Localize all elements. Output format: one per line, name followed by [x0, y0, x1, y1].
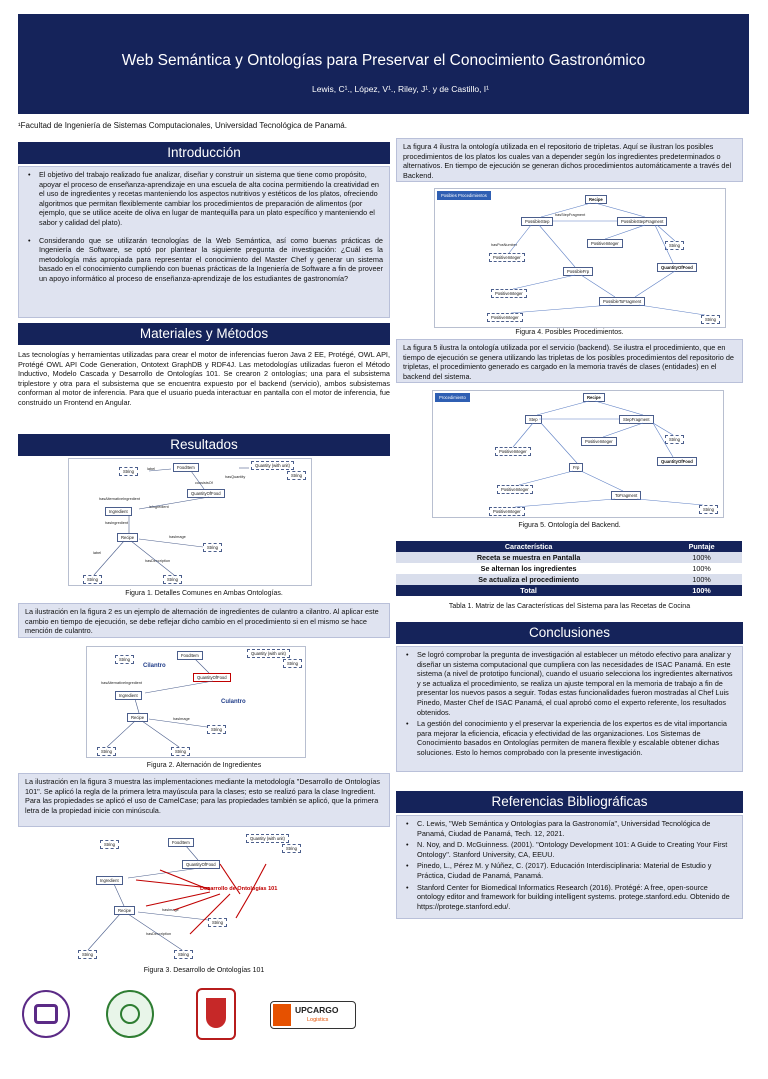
- fig1-node-qof: QuantityOfFood: [187, 489, 225, 498]
- fig1-hasingredient: hasIngredient: [105, 521, 129, 525]
- fig2-node-string: String: [115, 655, 134, 664]
- fig2-node-recipe: Recipe: [127, 713, 148, 722]
- fig1-node-recipe: Recipe: [117, 533, 138, 542]
- figure-3-caption: Figura 3. Desarrollo de Ontologías 101: [143, 967, 265, 974]
- fig5-node-stepfragment: StepFragment: [619, 415, 654, 424]
- fig3-node-ingredient: Ingredient: [96, 876, 123, 885]
- fig4-edges: [435, 189, 727, 329]
- fig3-edges: [70, 834, 308, 964]
- fig5-text: La figura 5 ilustra la ontología utilizada por el servicio (backend). Se ilustra el procedimiento, que en tiempo de ejecución se genera utilizando las tripletas de los posibles procedimientos del repositorio de tripletas, el procedimiento generado es cargado en la memoria través de clases (entidades) en el backend del sistema.: [403, 343, 734, 381]
- fig5-node-string-2: String: [699, 505, 718, 514]
- table-cell-score: 100%: [692, 564, 711, 573]
- fig4-title-tag: Posibles Procedimientos: [437, 191, 491, 200]
- reference-item-3: • Pinedo, L., Pérez M. y Núñez, C. (2017). Educación Interdisciplinaria: Material de Estudio y Práctica, Ciudad de Panamá, Panamá.: [403, 861, 736, 880]
- conclusion-bullet-1: • Se logró comprobar la pregunta de investigación al establecer un método efectivo para analizar y diseñar un sistema computacional que cumpliera con las necesidades de ISAC Panamá. En este sistema (a nivel de prototipo funcional), cuando el usuario selecciona los ingredientes alternativos y se actualiza el procedimiento, se realiza un ajuste temporal en la memoria de trabajo a fin de presentar los nuevos pasos a seguir. Todas estas funcionalidades fueron mostradas al Chef Luis Pinedo, Master Chef de ISAC Panamá, el cual aprobó como el experto referente, los resultados obtenidos.: [403, 650, 736, 717]
- fig3-node-string: String: [100, 840, 119, 849]
- fig2-node-string-3: String: [207, 725, 226, 734]
- fig2-node-quantity: Quantity (with unit): [247, 649, 290, 658]
- fig5-node-posint-4: PositiveInteger: [489, 507, 525, 516]
- table-total-row: [396, 585, 742, 596]
- fig2-node-string-2: String: [283, 659, 302, 668]
- table-row: [396, 563, 742, 574]
- figure-3-diagram: [70, 834, 308, 964]
- table-cell-score: 100%: [661, 574, 742, 585]
- fig3-node-string-5: String: [174, 950, 193, 959]
- upcargo-logo-sub: Logistics: [307, 1017, 329, 1023]
- table-cell-feature: Se actualiza el procedimiento: [396, 574, 661, 585]
- fig4-node-posint-4: PositiveInteger: [487, 313, 523, 322]
- reference-item-1: • C. Lewis, "Web Semántica y Ontologías para la Gastronomía", Universidad Tecnológica de Panamá, Ciudad de Panamá, Tech. 12, 2021.: [403, 819, 736, 838]
- fig5-node-tofragment: ToFragment: [611, 491, 641, 500]
- conclusions-heading: Conclusiones: [396, 622, 743, 644]
- fig3-node-qof: QuantityOfFood: [182, 860, 220, 869]
- fig5-text-box: [396, 339, 743, 383]
- table-cell-score: 100%: [661, 552, 742, 563]
- figure-2-diagram: [86, 646, 306, 758]
- fig4-node-posint-2: PositiveInteger: [587, 239, 623, 248]
- fig3-dev101: Desarrollo de Ontologías 101: [200, 886, 278, 892]
- fig4-node-ptf: PossibleToFragment: [599, 297, 645, 306]
- fig1-node-string: String: [119, 467, 138, 476]
- fig5-node-posint: PositiveInteger: [495, 447, 531, 456]
- materials-text: Las tecnologías y herramientas utilizadas para crear el motor de inferencias fueron Java 2 EE, Protégé, OWL API, Protégé OWL API Code Generation, Ontotext GraphDB y RDF4J. Las metodologías utilizadas fueron el Método Inductivo, Modelo Cascada y Desarrollo de Ontologías 101. Se crearon 2 ontologías; una para el subsistema triplestore y otra para el subsistema que se encuentra expuesto por el backend (servicio), ambos subsistemas conforman al motor de inferencia. Para que el usuario pueda interactuar en pantalla con el motor de inferencia, fue construido un Frontend en Angular.: [18, 350, 390, 407]
- fig3-node-string-4: String: [78, 950, 97, 959]
- references-heading: Referencias Bibliográficas: [396, 791, 743, 813]
- fig1-node-string-4: String: [83, 575, 102, 584]
- fig1-hasquantity: hasQuantity: [225, 475, 246, 479]
- fig1-isingredient: isIngredient: [149, 505, 169, 509]
- fig2-node-string-5: String: [171, 747, 190, 756]
- table-cell-feature: Se alternan los ingredientes: [480, 564, 577, 573]
- fig3-node-string-2: String: [282, 844, 301, 853]
- intro-bullet-1: • El objetivo del trabajo realizado fue analizar, diseñar y construir un sistema que tiene como propósito, apoyar el proceso de enseñanza-aprendizaje en una escuela de alta cocina permitiendo la creatividad en el uso de ingredientes y recetas manteniendo los aspectos nutritivos y estéticos de los platos, ofreciendo algoritmos que permitan flexiblemente cambiar los procedimientos de preparación de alimentos (por ejemplo, que se utilice aceite de oliva en lugar de mantequilla para un plato específico y manteniendo el sabor y calidad del plato).: [25, 170, 383, 228]
- intro-bullet-2: • Considerando que se utilizarán tecnologías de la Web Semántica, así como buenas prácticas de Ingeniería de Software, se optó por plantear la siguiente pregunta de investigación: ¿Cuál es la metodología más apropiada para representar el conocimiento del Master Chef y generar un sistema basado en el conocimiento cumpliendo con buenas prácticas de la Ingeniería de Software a fin de proveer un apoyo informático al proceso de enseñanza-aprendizaje de los estudiantes de gastronomía?: [25, 236, 383, 284]
- poster-header: [18, 14, 749, 114]
- figure-5-diagram: [432, 390, 724, 518]
- fig3-hasimage: hasImage: [162, 908, 179, 912]
- fig4-node-string: String: [665, 241, 684, 250]
- fig2-node-ingredient: Ingredient: [115, 691, 142, 700]
- fig4-node-posint: PositiveInteger: [489, 253, 525, 262]
- table-header-feature: Característica: [396, 541, 661, 552]
- reference-item-4: • Stanford Center for Biomedical Informatics Research (2016). Protégé: A free, open-source ontology editor and framework for building intelligent systems. protege.stanford.edu. Obtenido de https://protege.stanford.edu/.: [403, 883, 736, 912]
- fig4-node-string-2: String: [701, 315, 720, 324]
- table-row: [396, 552, 742, 563]
- fig1-hasdesc: hasDescription: [145, 559, 171, 563]
- fig1-label-2: label: [93, 551, 102, 555]
- references-box: [396, 815, 743, 919]
- fig3-text-box: [18, 773, 390, 827]
- fig2-hasalt: hasAlternativeIngredient: [101, 681, 142, 685]
- poster-authors: Lewis, C¹., López, V¹., Riley, J¹. y de Castillo, I¹: [312, 84, 489, 94]
- figure-2-caption: Figura 2. Alternación de Ingredientes: [146, 762, 262, 769]
- figure-5-caption: Figura 5. Ontología del Backend.: [518, 522, 621, 529]
- table-caption: Tabla 1. Matriz de las Características del Sistema para las Recetas de Cocina: [448, 603, 691, 610]
- fig4-node-possiblestep: PossibleStep: [521, 217, 553, 226]
- fig1-hasimage: hasImage: [169, 535, 186, 539]
- fig5-node-string: String: [665, 435, 684, 444]
- table-total-label: Total: [396, 585, 661, 596]
- fig2-hasimage: hasImage: [173, 717, 190, 721]
- reference-item-2: • N. Noy, and D. McGuinness. (2001). "Ontology Development 101: A Guide to Creating Your First Ontology". Stanford University, CA, EEUU.: [403, 840, 736, 859]
- materials-heading: Materiales y Métodos: [18, 323, 390, 345]
- fig4-node-recipe: Recipe: [585, 195, 607, 204]
- fig4-text: La figura 4 ilustra la ontología utilizada en el repositorio de tripletas. Aquí se ilustran los posibles procedimientos de los platos los cuales van a depender según los ingredientes predeterminados o alternativos. En tiempo de ejecución se generan dichos procedimientos automáticamente a través del Backend.: [403, 142, 732, 180]
- conclusion-bullet-2: • La gestión del conocimiento y el preservar la experiencia de los expertos es de vital importancia para mejorar la eficiencia, eficacia y efectividad de las organizaciones. Los Sistemas de Conocimiento basados en Ontologías permiten de manera flexible y escalable obtener dichas soluciones. Esto lo hemos comprobado con la presente investigación.: [403, 719, 736, 757]
- fig3-text: La ilustración en la figura 3 muestra las implementaciones mediante la metodología "Desarrollo de Ontologías 101". Se aplicó la regla de la primera letra mayúscula para la clases; esto se realizó para la clase Ingredient. Para las propiedades se aplicó el uso de CamelCase; para las propiedades también se aplicó, que la primera letra de la propiedad inicie con minúscula.: [25, 777, 381, 815]
- fig2-node-string-4: String: [97, 747, 116, 756]
- table-total-value: 100%: [661, 585, 742, 596]
- fig2-text-box: [18, 603, 390, 638]
- fig1-node-string-3: String: [203, 543, 222, 552]
- fig1-label-edge: label: [147, 467, 156, 471]
- figure-4-caption: Figura 4. Posibles Procedimientos.: [515, 329, 624, 336]
- fig1-node-fooditem: FoodItem: [173, 463, 199, 472]
- fig4-hasposnumber: hasPosNumber: [491, 243, 518, 247]
- fig2-node-qof: QuantityOfFood: [193, 673, 231, 682]
- intro-heading: Introducción: [18, 142, 390, 164]
- utp-logo: [22, 990, 70, 1038]
- fig1-hasalt: hasAlternativeIngredient: [99, 497, 140, 501]
- fig4-node-possiblefrp: PossibleFrp: [563, 267, 593, 276]
- fig1-node-string-2: String: [287, 471, 306, 480]
- fig5-edges: [433, 391, 725, 519]
- fig5-node-posint-3: PositiveInteger: [497, 485, 533, 494]
- fig1-node-ingredient: Ingredient: [105, 507, 132, 516]
- figure-1-caption: Figura 1. Detalles Comunes en Ambas Ontologías.: [125, 590, 283, 597]
- fig4-node-psf: PossibleStepFragment: [617, 217, 667, 226]
- fig2-cilantro: Cilantro: [143, 663, 166, 669]
- fig4-text-box: [396, 138, 743, 182]
- fig5-node-recipe: Recipe: [583, 393, 605, 402]
- fig5-node-posint-2: PositiveInteger: [581, 437, 617, 446]
- fig5-node-frp: Frp: [569, 463, 583, 472]
- fig3-hasdesc: hasDescription: [146, 932, 172, 936]
- upcargo-logo-text: UPCARGO: [295, 1005, 339, 1015]
- fig3-node-fooditem: FoodItem: [168, 838, 194, 847]
- fig2-text: La ilustración en la figura 2 es un ejemplo de alternación de ingredientes de culantro a cilantro. Al aplicar este cambio en tiempo de ejecución, se debe reflejar dicho cambio en el procedimiento si en el mismo se hace mención de culantro.: [25, 607, 379, 636]
- figure-4-diagram: [434, 188, 726, 328]
- fig1-consistsof: consistsOf: [195, 481, 213, 485]
- feature-matrix: [396, 541, 742, 596]
- isac-logo: [196, 988, 236, 1040]
- intro-box: [18, 166, 390, 318]
- fisc-logo: [106, 990, 154, 1038]
- fig2-culantro: Culantro: [221, 699, 246, 705]
- upcargo-logo: [270, 1001, 356, 1029]
- poster-title: Web Semántica y Ontologías para Preservar el Conocimiento Gastronómico: [121, 52, 646, 69]
- fig4-hasstepfragment: hasStepFragment: [555, 213, 586, 217]
- fig1-node-string-5: String: [163, 575, 182, 584]
- conclusions-box: [396, 646, 743, 772]
- fig5-node-step: Step: [525, 415, 542, 424]
- table-header-score: Puntaje: [661, 541, 742, 552]
- table-cell-feature: Receta se muestra en Pantalla: [396, 552, 661, 563]
- table-row: [396, 574, 742, 585]
- fig1-node-quantity: Quantity (with unit): [251, 461, 294, 470]
- fig2-node-fooditem: FoodItem: [177, 651, 203, 660]
- fig4-node-posint-3: PositiveInteger: [491, 289, 527, 298]
- figure-1-diagram: [68, 458, 312, 586]
- fig3-node-quantity: Quantity (with unit): [246, 834, 289, 843]
- fig5-node-qof: QuantityOfFood: [657, 457, 697, 466]
- fig3-node-string-3: String: [208, 918, 227, 927]
- fig4-node-qof: QuantityOfFood: [657, 263, 697, 272]
- fig5-title-tag: Procedimiento: [435, 393, 470, 402]
- fig3-node-recipe: Recipe: [114, 906, 135, 915]
- affiliation: ¹Facultad de Ingeniería de Sistemas Computacionales, Universidad Tecnológica de Panamá.: [18, 121, 347, 130]
- results-heading: Resultados: [18, 434, 390, 456]
